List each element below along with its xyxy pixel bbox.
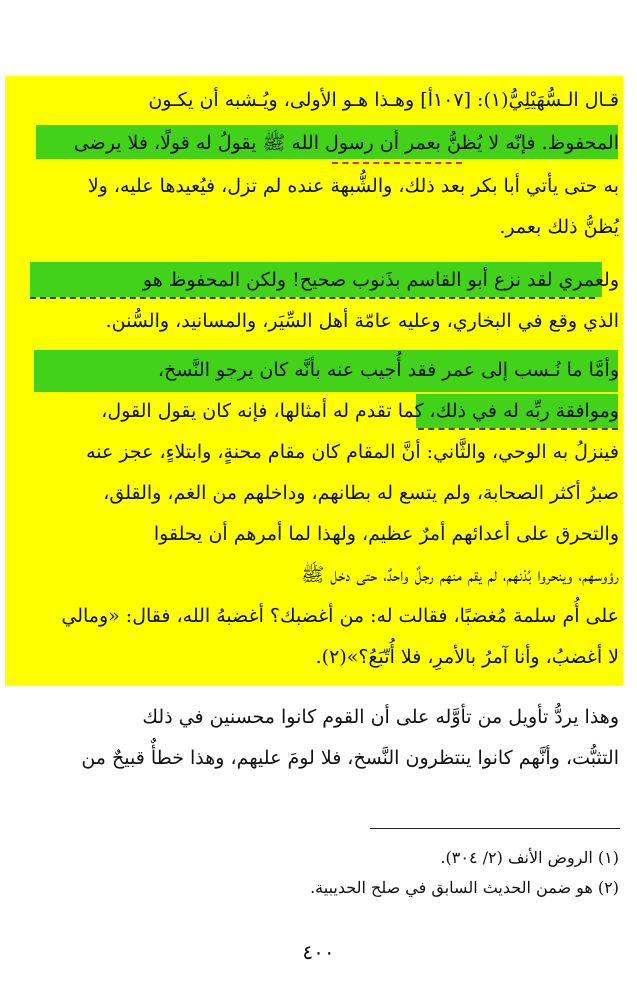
- text-line: على أُم سلمة مُغضبًا، فقالت له: من أغضبك؟ أغضبهُ الله، فقال: «ومالي: [61, 605, 619, 627]
- dashed-underline: [332, 162, 462, 164]
- text-line: فينزلُ به الوحي، والثَّاني: أنَّ المقام كان مقام محنةٍ، وابتلاءٍ، عجز عنه: [86, 441, 619, 463]
- text-line: يُظنُّ ذلك بعمر.: [499, 216, 619, 238]
- text-line: رؤوسهم، وينحروا بُدْنهم، لم يقم منهم رجلٌ واحدٌ، حتى دخل ﷺ: [301, 564, 619, 586]
- footnote: (٢) هو ضمن الحديث السابق في صلح الحديبية.: [310, 878, 619, 897]
- dashed-underline: [30, 297, 595, 299]
- footnote: (١) الروض الأنف (٢/ ٣٠٤).: [440, 848, 619, 867]
- text-line: التثبُّت، وأنَّهم كانوا ينتظرون النَّسخ، فلا لومَ عليهم، وهذا خطأٌ قبيحٌ من: [81, 747, 619, 769]
- text-line: وموافقة ربِّه له في ذلك، كما تقدم له أمثالها، فإنه كان يقول القول،: [101, 400, 619, 422]
- text-line: لا أغضبُ، وأنا آمرُ بالأمرِ، فلا أُتّبَعُ؟»(٢).: [315, 646, 619, 668]
- dashed-underline: [418, 428, 618, 430]
- text-line: صبرُ أكثر الصحابة، ولم يتسع له بطانهم، وداخلهم من الغم، والقلق،: [103, 482, 619, 504]
- text-line: والتحرق على أعدائهم أمرٌ عظيم، ولهذا لما أمرهم أن يحلقوا: [153, 523, 619, 545]
- text-line: المحفوظ. فإنّه لا يُظنُّ بعمر أن رسول الله ﷺ يقولُ له قولًا، فلا يرضى: [73, 132, 619, 154]
- text-line: ولعمري لقد نزع أبو القاسم بذَنوب صحيح! ولكن المحفوظ هو: [142, 269, 619, 291]
- text-line: الذي وقع في البخاري، وعليه عامّة أهل السِّيَر، والمسانيد، والسُّنن.: [105, 310, 619, 332]
- text-line: وأمَّا ما نُـسب إلى عمر فقد أُجيب عنه بأنَّه كان يرجو النَّسخ،: [157, 359, 619, 381]
- footnote-separator: [370, 828, 620, 829]
- text-line: وهذا يردُّ تأويل من تأوَّله على أن القوم كانوا محسنين في ذلك: [142, 706, 619, 728]
- page-number: ٤٠٠: [302, 940, 335, 964]
- text-line: قـال الـسُّهَيْلِيُّ(١): [١٠٧أ] وهـذا هـو الأولى، ويُـشبه أن يكـون: [148, 89, 619, 111]
- text-line: به حتى يأتي أبا بكر بعد ذلك، والشُّبهة عنده لم تزل، فيُعيدها عليه، ولا: [87, 175, 619, 197]
